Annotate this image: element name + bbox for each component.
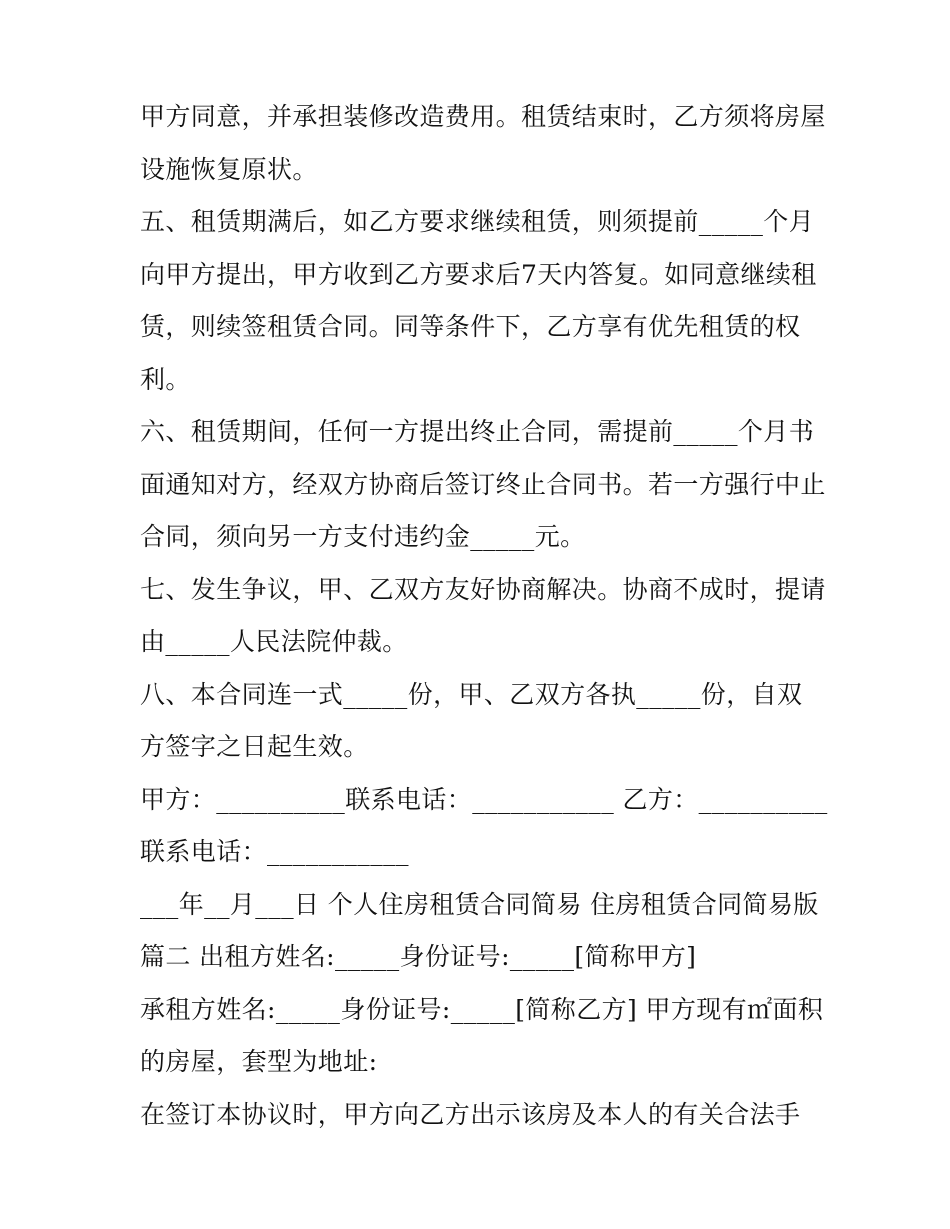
clause-eight-line: 八、本合同连一式_____份，甲、乙双方各执_____份，自双 bbox=[140, 679, 803, 709]
signature-line: 甲方：__________联系电话：___________ 乙方：__________ bbox=[140, 784, 828, 814]
text-line: 赁，则续签租赁合同。同等条件下，乙方享有优先租赁的权 bbox=[140, 312, 801, 341]
text-line: 方签字之日起生效。 bbox=[140, 732, 369, 761]
text-line: 在签订本协议时，甲方向乙方出示该房及本人的有关合法手 bbox=[140, 1099, 801, 1129]
lessee-line: 承租方姓名:_____身份证号:_____[简称乙方] 甲方现有㎡面积 bbox=[140, 994, 824, 1024]
text-line: 向甲方提出，甲方收到乙方要求后7天内答复。如同意继续租 bbox=[140, 259, 817, 289]
clause-six-line: 六、租赁期间，任何一方提出终止合同，需提前_____个月书 bbox=[140, 417, 815, 446]
lessor-line: 篇二 出租方姓名:_____身份证号:_____[简称甲方] bbox=[140, 942, 697, 971]
clause-seven-line: 七、发生争议，甲、乙双方友好协商解决。协商不成时，提请 bbox=[140, 574, 826, 604]
text-line: 合同，须向另一方支付违约金_____元。 bbox=[140, 522, 586, 551]
text-line: 由_____人民法院仲裁。 bbox=[140, 627, 408, 656]
text-line: 甲方同意，并承担装修改造费用。租赁结束时，乙方须将房屋 bbox=[140, 102, 826, 131]
clause-five-line: 五、租赁期满后，如乙方要求继续租赁，则须提前_____个月 bbox=[140, 207, 815, 236]
text-line: 面通知对方，经双方协商后签订终止合同书。若一方强行中止 bbox=[140, 469, 826, 499]
date-title-line: ___年__月___日 个人住房租赁合同简易 住房租赁合同简易版 bbox=[140, 889, 819, 919]
text-line: 利。 bbox=[140, 364, 191, 394]
text-line: 设施恢复原状。 bbox=[140, 154, 318, 184]
contact-line: 联系电话：___________ bbox=[140, 837, 409, 866]
text-line: 的房屋，套型为地址: bbox=[140, 1047, 378, 1076]
document-body bbox=[140, 102, 828, 1154]
